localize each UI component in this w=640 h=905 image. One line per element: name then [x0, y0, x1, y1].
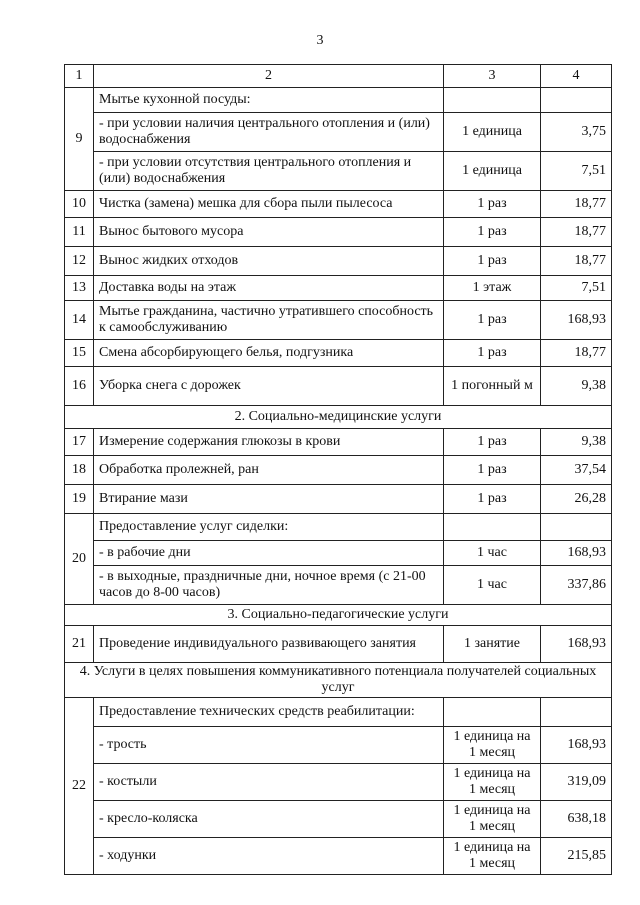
section-row: [65, 663, 612, 698]
service-name: Уборка снега с дорожек: [94, 367, 444, 406]
unit-cell: 1 час: [444, 541, 541, 566]
price-cell: 9,38: [541, 429, 612, 456]
table-row: [65, 764, 612, 801]
service-title: Предоставление технических средств реабилитации:: [94, 698, 444, 727]
price-cell: 18,77: [541, 340, 612, 367]
unit-cell: 1 погонный м: [444, 367, 541, 406]
unit-cell: 1 раз: [444, 247, 541, 276]
unit-cell: 1 единица на 1 месяц: [444, 838, 541, 875]
row-number: 12: [65, 247, 94, 276]
price-cell: 18,77: [541, 247, 612, 276]
table-row: [65, 340, 612, 367]
table-header-row: [65, 65, 612, 88]
service-name: Вынос бытового мусора: [94, 218, 444, 247]
services-price-table: [64, 64, 612, 875]
unit-cell: 1 единица: [444, 113, 541, 152]
price-cell: 168,93: [541, 541, 612, 566]
service-name: Проведение индивидуального развивающего занятия: [94, 626, 444, 663]
section-title: 4. Услуги в целях повышения коммуникативного потенциала получателей социальных услуг: [65, 663, 612, 698]
table-row: [65, 514, 612, 541]
table-row: [65, 566, 612, 605]
unit-cell: 1 единица на 1 месяц: [444, 727, 541, 764]
service-name: - ходунки: [94, 838, 444, 875]
price-cell: 168,93: [541, 626, 612, 663]
table-row: [65, 247, 612, 276]
table-row: [65, 485, 612, 514]
unit-cell: [444, 88, 541, 113]
section-row: [65, 406, 612, 429]
price-cell: 337,86: [541, 566, 612, 605]
price-cell: 215,85: [541, 838, 612, 875]
service-name: Измерение содержания глюкозы в крови: [94, 429, 444, 456]
service-name: - костыли: [94, 764, 444, 801]
service-name: Смена абсорбирующего белья, подгузника: [94, 340, 444, 367]
unit-cell: 1 раз: [444, 301, 541, 340]
header-cell: 4: [541, 65, 612, 88]
service-name: - трость: [94, 727, 444, 764]
price-cell: 319,09: [541, 764, 612, 801]
section-title: 3. Социально-педагогические услуги: [65, 605, 612, 626]
price-cell: 7,51: [541, 276, 612, 301]
price-cell: 168,93: [541, 727, 612, 764]
header-cell: 1: [65, 65, 94, 88]
service-name: Доставка воды на этаж: [94, 276, 444, 301]
price-cell: 638,18: [541, 801, 612, 838]
row-number: 20: [65, 514, 94, 605]
unit-cell: [444, 514, 541, 541]
table-row: [65, 88, 612, 113]
row-number: 16: [65, 367, 94, 406]
unit-cell: 1 час: [444, 566, 541, 605]
row-number: 19: [65, 485, 94, 514]
table-row: [65, 456, 612, 485]
service-name: - при условии отсутствия центрального отопления и (или) водоснабжения: [94, 152, 444, 191]
service-name: Втирание мази: [94, 485, 444, 514]
table-row: [65, 152, 612, 191]
service-name: Мытье гражданина, частично утратившего способность к самообслуживанию: [94, 301, 444, 340]
row-number: 9: [65, 88, 94, 191]
unit-cell: 1 раз: [444, 485, 541, 514]
unit-cell: 1 занятие: [444, 626, 541, 663]
table-row: [65, 838, 612, 875]
unit-cell: 1 раз: [444, 429, 541, 456]
row-number: 15: [65, 340, 94, 367]
price-cell: 3,75: [541, 113, 612, 152]
unit-cell: 1 единица на 1 месяц: [444, 801, 541, 838]
table-row: [65, 541, 612, 566]
page-number: 3: [316, 33, 324, 48]
service-name: - в рабочие дни: [94, 541, 444, 566]
table-row: [65, 367, 612, 406]
price-cell: 18,77: [541, 218, 612, 247]
header-cell: 3: [444, 65, 541, 88]
section-row: [65, 605, 612, 626]
table-row: [65, 698, 612, 727]
service-name: - при условии наличия центрального отопления и (или) водоснабжения: [94, 113, 444, 152]
table-row: [65, 801, 612, 838]
unit-cell: 1 единица на 1 месяц: [444, 764, 541, 801]
table-row: [65, 191, 612, 218]
row-number: 10: [65, 191, 94, 218]
price-cell: 168,93: [541, 301, 612, 340]
service-title: Мытье кухонной посуды:: [94, 88, 444, 113]
unit-cell: 1 раз: [444, 191, 541, 218]
table-row: [65, 113, 612, 152]
table-row: [65, 727, 612, 764]
service-title: Предоставление услуг сиделки:: [94, 514, 444, 541]
service-name: Чистка (замена) мешка для сбора пыли пылесоса: [94, 191, 444, 218]
price-cell: [541, 514, 612, 541]
row-number: 22: [65, 698, 94, 875]
service-name: - кресло-коляска: [94, 801, 444, 838]
table-row: [65, 276, 612, 301]
header-cell: 2: [94, 65, 444, 88]
section-title: 2. Социально-медицинские услуги: [65, 406, 612, 429]
service-name: Обработка пролежней, ран: [94, 456, 444, 485]
table-row: [65, 301, 612, 340]
unit-cell: 1 единица: [444, 152, 541, 191]
row-number: 21: [65, 626, 94, 663]
row-number: 11: [65, 218, 94, 247]
price-cell: 26,28: [541, 485, 612, 514]
row-number: 13: [65, 276, 94, 301]
price-cell: 37,54: [541, 456, 612, 485]
price-cell: [541, 88, 612, 113]
service-name: - в выходные, праздничные дни, ночное время (с 21-00 часов до 8-00 часов): [94, 566, 444, 605]
price-cell: 18,77: [541, 191, 612, 218]
unit-cell: [444, 698, 541, 727]
unit-cell: 1 раз: [444, 456, 541, 485]
table-row: [65, 626, 612, 663]
unit-cell: 1 раз: [444, 218, 541, 247]
table-row: [65, 429, 612, 456]
price-cell: [541, 698, 612, 727]
unit-cell: 1 раз: [444, 340, 541, 367]
table-row: [65, 218, 612, 247]
unit-cell: 1 этаж: [444, 276, 541, 301]
price-cell: 9,38: [541, 367, 612, 406]
row-number: 17: [65, 429, 94, 456]
row-number: 14: [65, 301, 94, 340]
service-name: Вынос жидких отходов: [94, 247, 444, 276]
price-cell: 7,51: [541, 152, 612, 191]
row-number: 18: [65, 456, 94, 485]
